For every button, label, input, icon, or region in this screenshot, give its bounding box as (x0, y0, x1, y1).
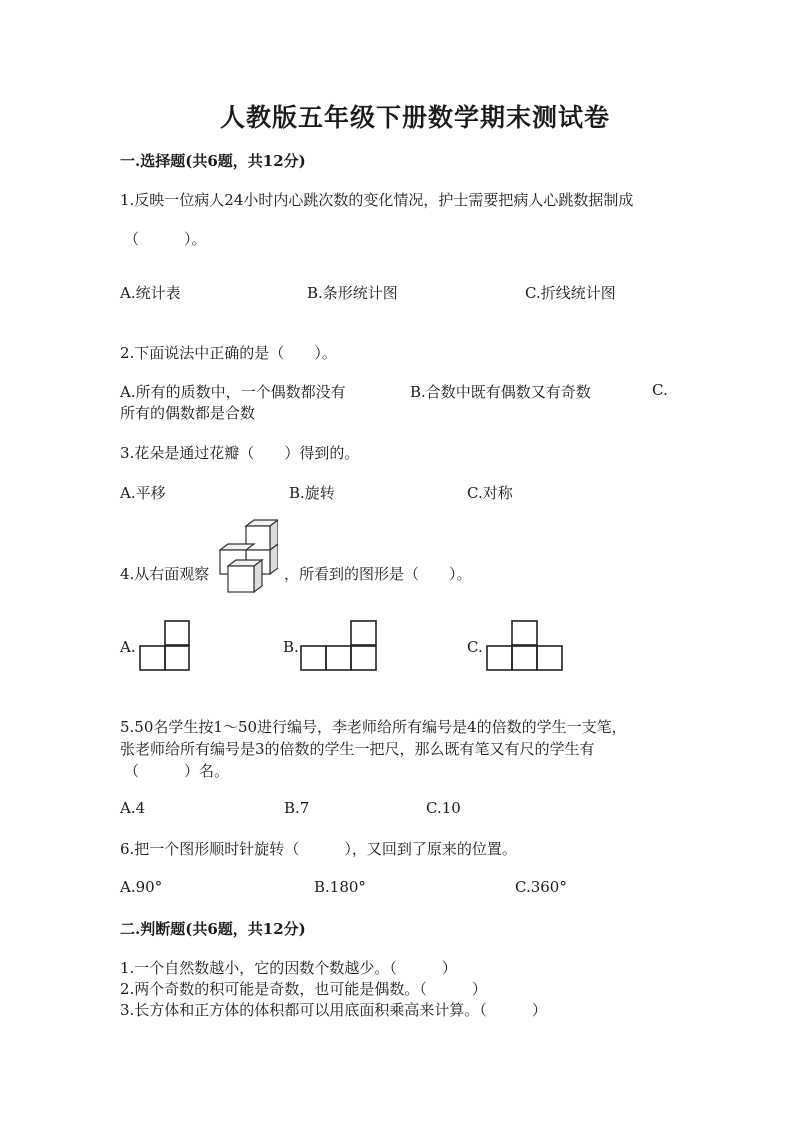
question-1-option-b[interactable]: B.条形统计图 (307, 284, 398, 302)
question-5-line-2: 张老师给所有编号是3的倍数的学生一把尺，那么既有笔又有尺的学生有 (120, 740, 595, 758)
judgment-item-2: 2.两个奇数的积可能是奇数，也可能是偶数。（ ） (120, 980, 487, 998)
question-4-suffix: ，所看到的图形是（ ）。 (284, 565, 472, 583)
section-2-heading: 二.判断题(共6题，共12分) (120, 920, 306, 938)
question-4-option-c[interactable]: C. (467, 638, 483, 656)
judgment-item-3: 3.长方体和正方体的体积都可以用底面积乘高来计算。（ ） (120, 1001, 547, 1019)
question-2-option-b[interactable]: B.合数中既有偶数又有奇数 (410, 383, 591, 401)
question-2-option-c[interactable]: C. (652, 381, 668, 399)
question-4-prefix: 4.从右面观察 (120, 565, 210, 583)
question-1-line-1: 1.反映一位病人24小时内心跳次数的变化情况，护士需要把病人心跳数据制成 (120, 191, 634, 209)
question-4-option-b[interactable]: B. (283, 638, 299, 656)
question-2-option-c-continued: 所有的偶数都是合数 (120, 404, 256, 422)
question-6-option-a[interactable]: A.90° (120, 878, 163, 896)
cube-stack-figure (216, 518, 278, 598)
question-1-option-a[interactable]: A.统计表 (120, 284, 181, 302)
question-5-line-3: （ ）名。 (124, 762, 230, 780)
option-c-figure (486, 620, 564, 672)
question-2-option-a[interactable]: A.所有的质数中，一个偶数都没有 (120, 383, 346, 401)
page-title: 人教版五年级下册数学期末测试卷 (220, 103, 611, 132)
question-3-option-c[interactable]: C.对称 (467, 484, 513, 502)
option-b-figure (300, 620, 378, 672)
question-1-option-c[interactable]: C.折线统计图 (525, 284, 616, 302)
question-4-option-a[interactable]: A. (120, 638, 136, 656)
question-3-option-a[interactable]: A.平移 (120, 484, 166, 502)
question-5-option-b[interactable]: B.7 (284, 799, 310, 817)
question-3-option-b[interactable]: B.旋转 (289, 484, 335, 502)
question-6-text: 6.把一个图形顺时针旋转（ ），又回到了原来的位置。 (120, 840, 517, 858)
question-5-option-c[interactable]: C.10 (426, 799, 461, 817)
question-3-text: 3.花朵是通过花瓣（ ）得到的。 (120, 444, 360, 462)
question-6-option-c[interactable]: C.360° (515, 878, 567, 896)
question-1-line-2: （ ）。 (124, 230, 207, 248)
section-1-heading: 一.选择题(共6题，共12分) (120, 152, 306, 170)
judgment-item-1: 1.一个自然数越小，它的因数个数越少。（ ） (120, 959, 457, 977)
question-2-text: 2.下面说法中正确的是（ ）。 (120, 344, 337, 362)
option-a-figure (139, 620, 191, 672)
question-6-option-b[interactable]: B.180° (314, 878, 366, 896)
question-5-option-a[interactable]: A.4 (120, 799, 146, 817)
question-5-line-1: 5.50名学生按1～50进行编号，李老师给所有编号是4的倍数的学生一支笔， (120, 718, 627, 736)
